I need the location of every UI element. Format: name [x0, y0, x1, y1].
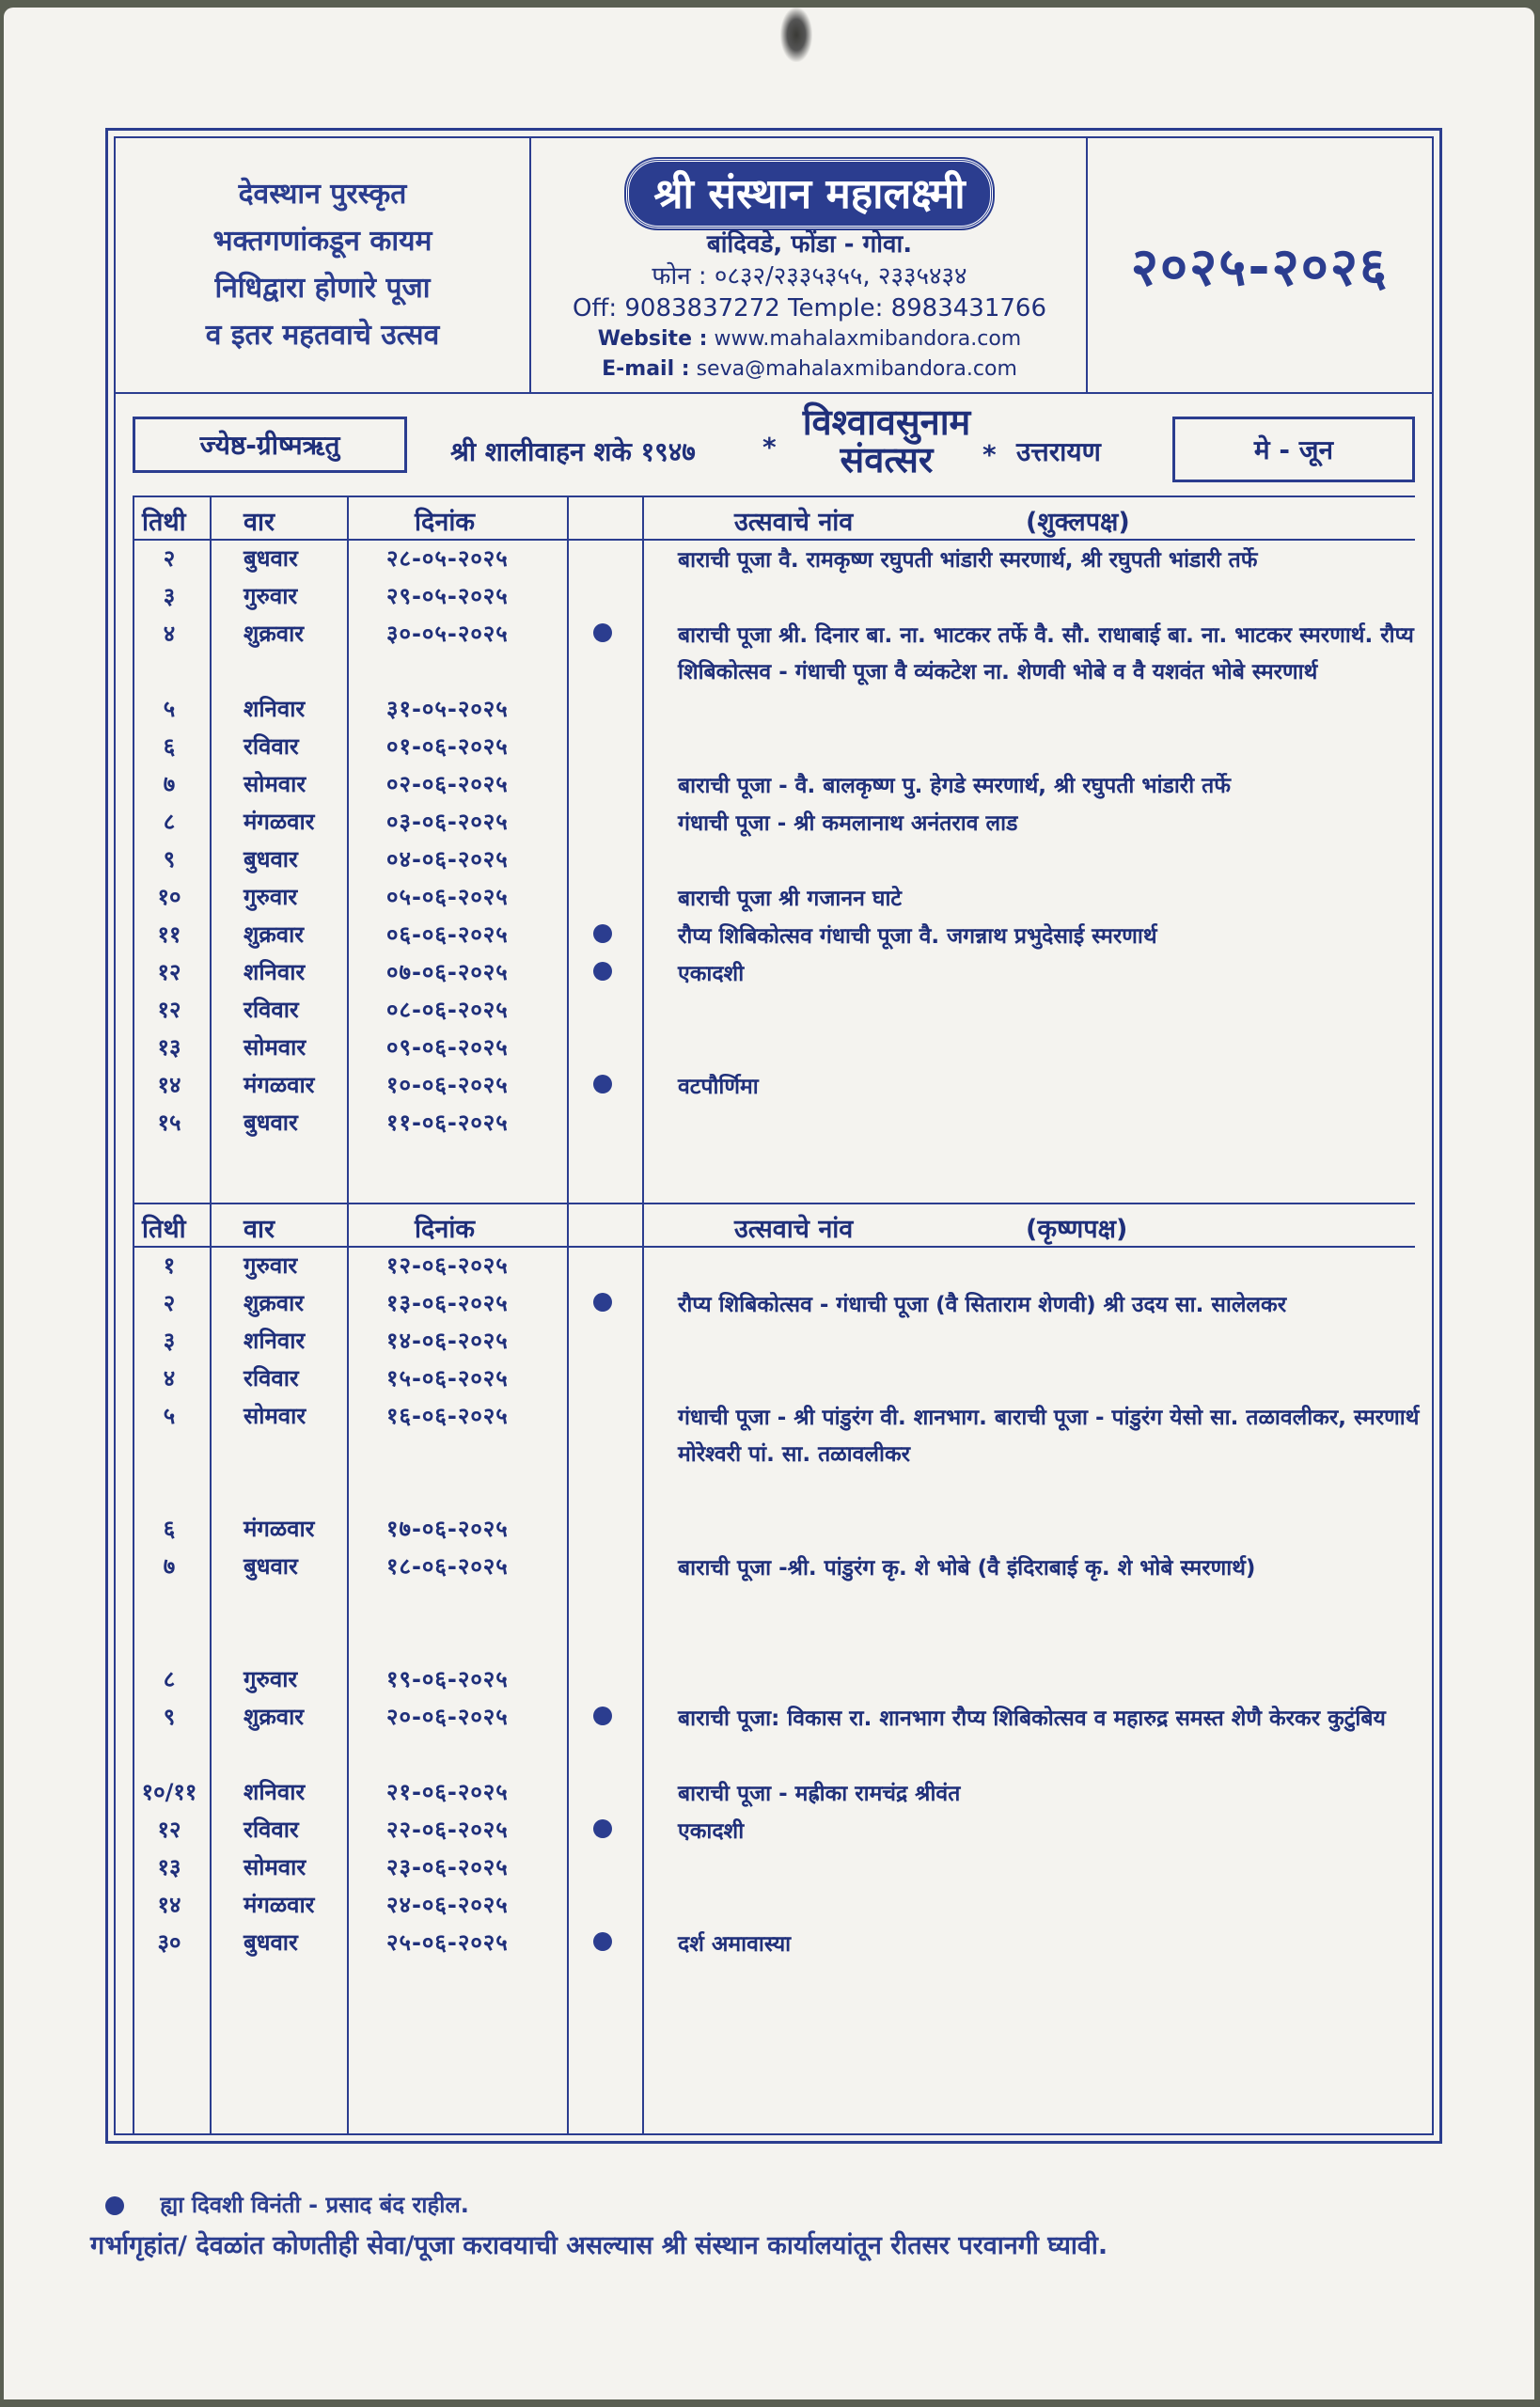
- date-cell: २०-०६-२०२५: [386, 1704, 509, 1730]
- tithi-cell: १५: [157, 1109, 181, 1136]
- event-cell: बाराची पूजा वै. रामकृष्ण रघुपती भांडारी स्मरणार्थ, श्री रघुपती भांडारी तर्फे: [678, 548, 1258, 573]
- tithi-cell: २: [163, 1290, 176, 1316]
- var-cell: मंगळवार: [244, 809, 315, 835]
- header-left-line: देवस्थान पुरस्कृत: [238, 178, 407, 211]
- tithi-cell: १: [163, 1252, 176, 1279]
- samvatsar-line: विश्वावसुनाम: [802, 401, 971, 443]
- tithi-cell: १२: [157, 959, 181, 985]
- date-cell: १३-०६-२०२५: [386, 1290, 509, 1316]
- tithi-cell: ६: [163, 1516, 176, 1542]
- date-cell: २९-०५-२०२५: [386, 583, 509, 609]
- var-cell: बुधवार: [244, 1109, 298, 1136]
- org-address: बांदिवडे, फोंडा - गोवा.: [706, 230, 913, 259]
- var-cell: गुरुवार: [244, 1666, 298, 1692]
- header-left-line: भक्तगणांकडून कायम: [212, 225, 432, 258]
- calendar-frame: [105, 128, 1442, 2144]
- date-cell: १८-०६-२०२५: [386, 1553, 509, 1580]
- event-cell: रौप्य शिबिकोत्सव - गंधाची पूजा (वै सिताराम शेणवी) श्री उदय सा. सालेलकर: [678, 1293, 1287, 1317]
- var-cell: मंगळवार: [244, 1516, 315, 1542]
- var-cell: रविवार: [244, 1817, 299, 1843]
- email-line: [533, 354, 1086, 385]
- tithi-cell: ७: [163, 1553, 176, 1580]
- event-cell: गंधाची पूजा - श्री कमलानाथ अनंतराव लाड: [678, 811, 1018, 836]
- event-cell: बाराची पूजा - मह्रीका रामचंद्र श्रीवंत: [678, 1782, 961, 1806]
- col-paksha: (शुक्लपक्ष): [1026, 508, 1130, 537]
- date-cell: १२-०६-२०२५: [386, 1252, 509, 1279]
- date-cell: १६-०६-२०२५: [386, 1403, 509, 1429]
- event-cell: बाराची पूजा श्री गजानन घाटे: [678, 887, 903, 911]
- tithi-cell: १३: [157, 1034, 181, 1061]
- prasad-closed-dot-icon: [593, 1293, 612, 1312]
- binding-hole: [780, 8, 812, 62]
- date-cell: ०९-०६-२०२५: [386, 1034, 509, 1061]
- header-left: [116, 138, 531, 392]
- email-label: E-mail :: [602, 357, 690, 381]
- column-divider: [567, 496, 569, 2133]
- header-left-line: निधिद्वारा होणारे पूजा: [214, 272, 431, 305]
- legend-dot-icon: [105, 2196, 124, 2215]
- event-cell: बाराची पूजा: विकास रा. शानभाग रौप्य शिबिकोत्सव व महारुद्र समस्त शेणै केरकर कुटुंबिय: [678, 1707, 1386, 1731]
- tithi-cell: १४: [157, 1892, 181, 1918]
- website-label: Website :: [597, 327, 708, 351]
- prasad-closed-dot-icon: [593, 1707, 612, 1725]
- date-cell: ०७-०६-२०२५: [386, 959, 509, 985]
- var-cell: शुक्रवार: [244, 621, 305, 647]
- col-tithi: तिथी: [142, 508, 186, 537]
- star-separator: *: [982, 439, 997, 470]
- var-cell: शनिवार: [244, 1328, 306, 1354]
- tithi-cell: ६: [163, 733, 176, 760]
- var-cell: सोमवार: [244, 1854, 306, 1880]
- calendar-inner-frame: [114, 136, 1434, 2135]
- tithi-cell: ३: [163, 1328, 176, 1354]
- date-cell: ३१-०५-२०२५: [386, 696, 509, 722]
- var-cell: बुधवार: [244, 846, 298, 873]
- col-tithi: तिथी: [142, 1215, 186, 1244]
- date-cell: ०५-०६-२०२५: [386, 884, 509, 910]
- col-utsav: उत्सवाचे नांव: [734, 508, 854, 537]
- date-cell: २३-०६-२०२५: [386, 1854, 509, 1880]
- event-cell: गंधाची पूजा - श्री पांडुरंग वी. शानभाग. बाराची पूजा - पांडुरंग येसो सा. तळावलीकर, स्मरणार्थ मोरेश्वरी पां. सा. तळावलीकर: [678, 1406, 1420, 1467]
- var-cell: बुधवार: [244, 1929, 298, 1956]
- column-divider: [347, 496, 349, 2133]
- tithi-cell: ११: [157, 921, 181, 948]
- date-cell: ११-०६-२०२५: [386, 1109, 509, 1136]
- var-cell: रविवार: [244, 733, 299, 760]
- var-cell: बुधवार: [244, 545, 298, 572]
- website-text: www.mahalaxmibandora.com: [714, 327, 1022, 351]
- date-cell: ०४-०६-२०२५: [386, 846, 509, 873]
- tithi-cell: ८: [163, 809, 176, 835]
- date-cell: ०३-०६-२०२५: [386, 809, 509, 835]
- date-cell: २२-०६-२०२५: [386, 1817, 509, 1843]
- email-text: seva@mahalaxmibandora.com: [696, 357, 1017, 381]
- samvatsar-line: संवत्सर: [840, 439, 934, 480]
- date-cell: ३०-०५-२०२५: [386, 621, 509, 647]
- var-cell: गुरुवार: [244, 583, 298, 609]
- tithi-cell: ९: [163, 846, 176, 873]
- tithi-cell: १४: [157, 1072, 181, 1098]
- event-cell: बाराची पूजा -श्री. पांडुरंग कृ. शे भोबे (वै इंदिराबाई कृ. शे भोबे स्मरणार्थ): [678, 1556, 1256, 1581]
- var-cell: रविवार: [244, 997, 299, 1023]
- prasad-closed-dot-icon: [593, 1819, 612, 1838]
- event-cell: रौप्य शिबिकोत्सव गंधाची पूजा वै. जगन्नाथ प्रभुदेसाई स्मरणार्थ: [678, 924, 1157, 949]
- header-center: [533, 138, 1088, 392]
- col-var: वार: [244, 1215, 275, 1244]
- var-cell: रविवार: [244, 1365, 299, 1392]
- date-cell: २४-०६-२०२५: [386, 1892, 509, 1918]
- event-cell: एकादशी: [678, 1819, 745, 1844]
- legend-text: ह्या दिवशी विनंती - प्रसाद बंद राहील.: [160, 2192, 469, 2218]
- krishna-header-row: [133, 1203, 1415, 1248]
- var-cell: गुरुवार: [244, 1252, 298, 1279]
- prasad-closed-dot-icon: [593, 962, 612, 981]
- tithi-cell: ७: [163, 771, 176, 797]
- sub-header: [116, 394, 1432, 492]
- var-cell: सोमवार: [244, 1403, 306, 1429]
- tithi-cell: ४: [163, 1365, 176, 1392]
- event-cell: बाराची पूजा श्री. दिनार बा. ना. भाटकर तर्फे वै. सौ. राधाबाई बा. ना. भाटकर स्मरणार्थ. रौप्य शिबिकोत्सव - गंधाची पूजा वै व्यंकटेश ना. शेणवी भोबे व वै यशवंत भोबे स्मरणार्थ: [678, 623, 1414, 684]
- col-paksha: (कृष्णपक्ष): [1026, 1215, 1128, 1244]
- shaka-year: श्री शालीवाहन शके १९४७: [450, 436, 696, 467]
- date-cell: १०-०६-२०२५: [386, 1072, 509, 1098]
- prasad-closed-dot-icon: [593, 1075, 612, 1093]
- tithi-cell: ९: [163, 1704, 176, 1730]
- tithi-cell: १२: [157, 997, 181, 1023]
- var-cell: मंगळवार: [244, 1892, 315, 1918]
- column-divider: [642, 496, 644, 2133]
- tithi-cell: १३: [157, 1854, 181, 1880]
- date-cell: ०१-०६-२०२५: [386, 733, 509, 760]
- tithi-cell: १२: [157, 1817, 181, 1843]
- footer-note: गर्भागृहांत/ देवळांत कोणतीही सेवा/पूजा करावयाची असल्यास श्री संस्थान कार्यालयांतून रीतसर परवानगी घ्यावी.: [90, 2231, 1108, 2260]
- date-cell: ०२-०६-२०२५: [386, 771, 509, 797]
- col-dinank: दिनांक: [415, 508, 476, 537]
- var-cell: शुक्रवार: [244, 1290, 305, 1316]
- column-divider: [210, 496, 212, 2133]
- var-cell: शुक्रवार: [244, 921, 305, 948]
- var-cell: शनिवार: [244, 696, 306, 722]
- header-left-line: व इतर महतवाचे उत्सव: [205, 319, 440, 352]
- tithi-cell: ३: [163, 583, 176, 609]
- col-dinank: दिनांक: [415, 1215, 476, 1244]
- prasad-closed-dot-icon: [593, 623, 612, 642]
- shukla-header-row: [133, 496, 1415, 541]
- var-cell: शनिवार: [244, 1779, 306, 1805]
- date-cell: ०६-०६-२०२५: [386, 921, 509, 948]
- event-cell: एकादशी: [678, 962, 745, 986]
- season-box: ज्येष्ठ-ग्रीष्मऋतु: [133, 417, 407, 473]
- var-cell: बुधवार: [244, 1553, 298, 1580]
- var-cell: शनिवार: [244, 959, 306, 985]
- date-cell: ०८-०६-२०२५: [386, 997, 509, 1023]
- website-line: [533, 324, 1086, 354]
- tithi-cell: १०: [157, 884, 181, 910]
- year-range: २०२५-२०२६: [1130, 237, 1390, 298]
- star-separator: *: [762, 432, 777, 463]
- date-cell: २१-०६-२०२५: [386, 1779, 509, 1805]
- date-cell: १५-०६-२०२५: [386, 1365, 509, 1392]
- var-cell: सोमवार: [244, 1034, 306, 1061]
- ayan-label: उत्तरायण: [1016, 436, 1101, 467]
- calendar-page: [4, 8, 1534, 2399]
- var-cell: शुक्रवार: [244, 1704, 305, 1730]
- col-var: वार: [244, 508, 275, 537]
- org-office-phone: Off: 9083837272 Temple: 8983431766: [572, 294, 1047, 323]
- date-cell: १७-०६-२०२५: [386, 1516, 509, 1542]
- legend: [105, 2189, 469, 2220]
- prasad-closed-dot-icon: [593, 924, 612, 943]
- org-name-banner: श्री संस्थान महालक्ष्मी: [626, 159, 992, 228]
- var-cell: मंगळवार: [244, 1072, 315, 1098]
- org-phone: फोन : ०८३२/२३३५३५५, २३३५४३४: [652, 262, 967, 291]
- months-box: मे - जून: [1172, 417, 1415, 482]
- var-cell: सोमवार: [244, 771, 306, 797]
- event-cell: दर्श अमावास्या: [678, 1932, 792, 1957]
- samvatsar-name: [783, 403, 990, 479]
- date-cell: २८-०५-२०२५: [386, 545, 509, 572]
- col-utsav: उत्सवाचे नांव: [734, 1215, 854, 1244]
- tithi-cell: १०/११: [141, 1779, 197, 1805]
- tithi-cell: ५: [163, 696, 176, 722]
- date-cell: १९-०६-२०२५: [386, 1666, 509, 1692]
- header: [116, 138, 1432, 394]
- event-cell: वटपौर्णिमा: [678, 1075, 759, 1099]
- tithi-cell: ३०: [157, 1929, 181, 1956]
- date-cell: २५-०६-२०२५: [386, 1929, 509, 1956]
- event-cell: बाराची पूजा - वै. बालकृष्ण पु. हेगडे स्मरणार्थ, श्री रघुपती भांडारी तर्फे: [678, 774, 1232, 798]
- tithi-cell: २: [163, 545, 176, 572]
- date-cell: १४-०६-२०२५: [386, 1328, 509, 1354]
- tithi-cell: ४: [163, 621, 176, 647]
- var-cell: गुरुवार: [244, 884, 298, 910]
- festival-table: [133, 496, 1420, 2133]
- tithi-cell: ५: [163, 1403, 176, 1429]
- prasad-closed-dot-icon: [593, 1932, 612, 1951]
- tithi-cell: ८: [163, 1666, 176, 1692]
